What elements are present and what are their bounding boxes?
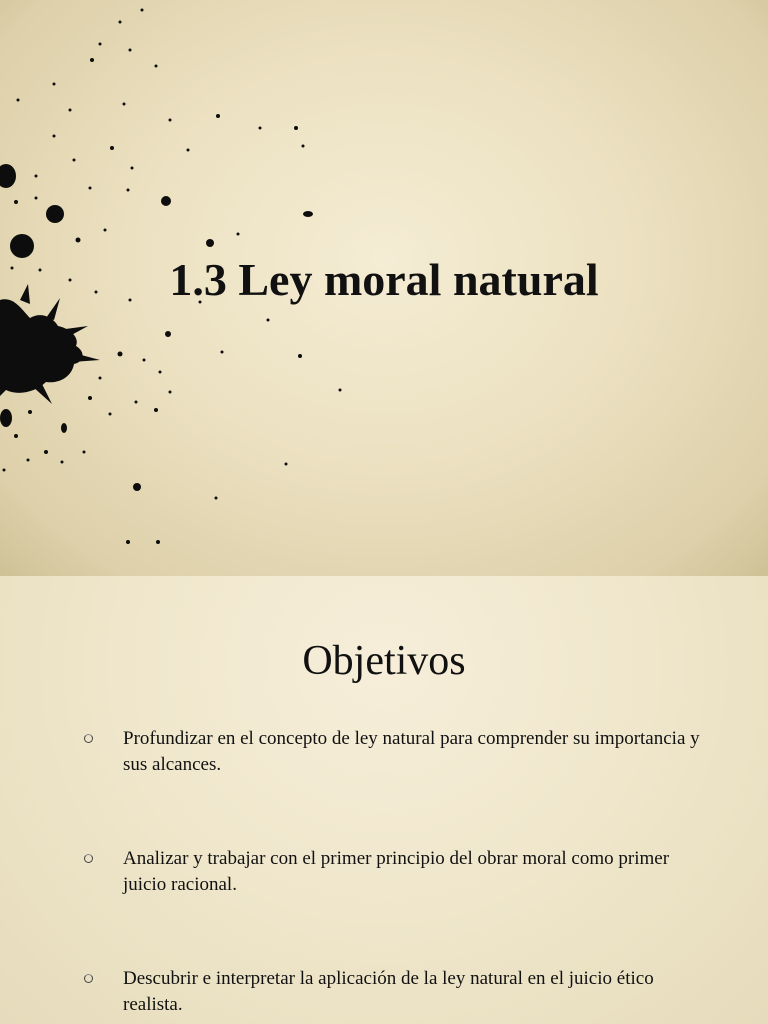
objectives-slide bbox=[0, 576, 768, 1024]
bullet-text: Descubrir e interpretar la aplicación de la ley natural en el juicio ético realista. bbox=[123, 968, 654, 1015]
bullet-text: Analizar y trabajar con el primer principio del obrar moral como primer juicio racional. bbox=[123, 848, 670, 895]
slide-title: 1.3 Ley moral natural bbox=[169, 254, 599, 305]
bullet-text: Profundizar en el concepto de ley natural para comprender su importancia y sus alcances. bbox=[123, 728, 700, 775]
hollow-circle-bullet-icon bbox=[84, 974, 93, 983]
objectives-heading: Objetivos bbox=[302, 638, 466, 684]
hollow-circle-bullet-icon bbox=[84, 854, 93, 863]
hollow-circle-bullet-icon bbox=[84, 734, 93, 743]
